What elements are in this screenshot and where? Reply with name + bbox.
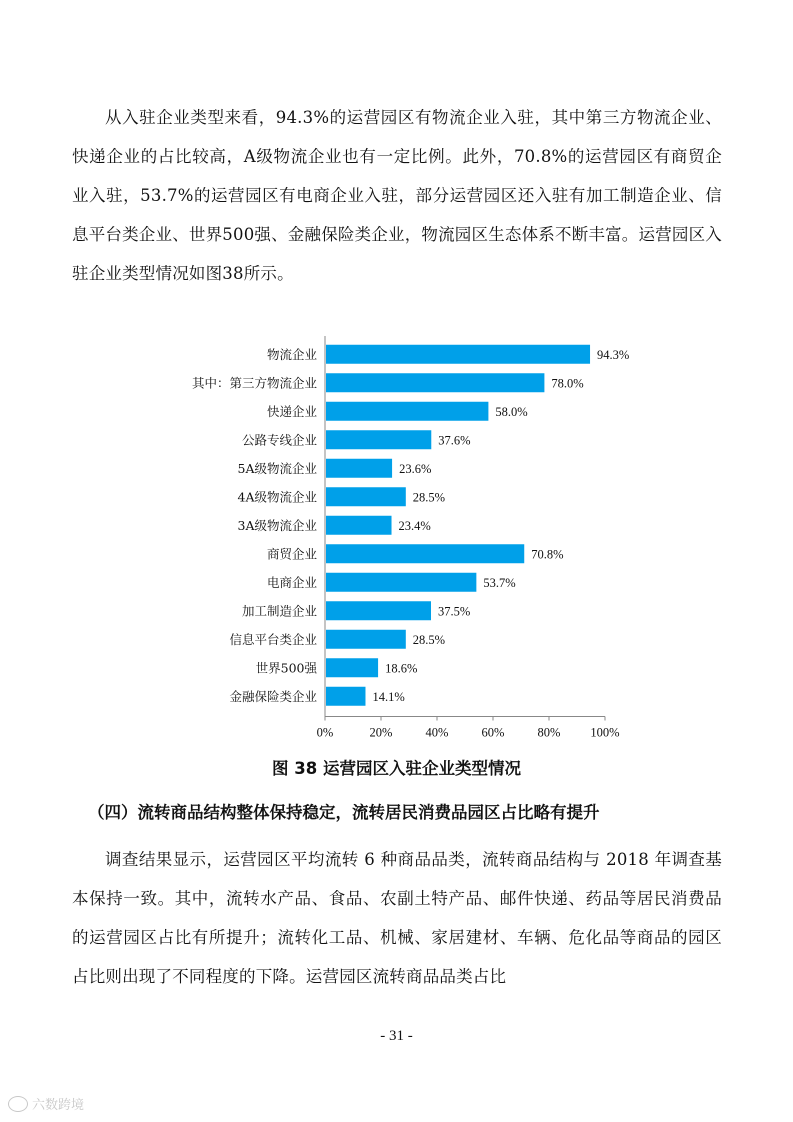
x-tick-label: 100%: [590, 725, 620, 740]
x-tick-label: 60%: [481, 725, 505, 740]
bar-12: [326, 687, 365, 706]
bar-0: [326, 345, 590, 364]
value-label: 58.0%: [495, 404, 528, 419]
bar-7: [326, 544, 524, 563]
category-label: 物流企业: [266, 346, 317, 362]
value-label: 23.6%: [399, 461, 432, 476]
value-label: 37.5%: [438, 604, 471, 619]
category-label: 快递企业: [266, 403, 317, 419]
category-label: 4A级物流企业: [237, 489, 317, 505]
value-label: 28.5%: [412, 632, 446, 647]
bar-2: [326, 402, 488, 421]
value-label: 18.6%: [385, 661, 418, 676]
watermark-text: 六数跨境: [32, 1098, 85, 1113]
bar-4: [326, 459, 392, 478]
category-label: 世界500强: [255, 660, 317, 676]
paragraph-enterprise-types: 从入驻企业类型来看，94.3%的运营园区有物流企业入驻，其中第三方物流企业、快递企业的占比较高，A级物流企业也有一定比例。此外，70.8%的运营园区有商贸企业入驻，53.7%的运营园区有电商企业入驻，部分运营园区还入驻有加工制造企业、信息平台类企业、世界500强、金融保险类企业，物流园区生态体系不断丰富。运营园区入驻企业类型情况如图38所示。: [72, 108, 722, 283]
bar-11: [326, 658, 378, 677]
value-label: 28.5%: [412, 490, 446, 505]
bar-3: [326, 430, 431, 449]
page-number: - 31 -: [380, 1028, 413, 1044]
category-label: 电商企业: [266, 574, 317, 590]
category-label: 3A级物流企业: [237, 517, 317, 533]
value-label: 14.1%: [372, 689, 405, 704]
value-label: 78.0%: [551, 376, 584, 391]
bar-chart: [0, 320, 793, 740]
watermark-logo-icon: [8, 1096, 28, 1112]
bar-9: [326, 601, 431, 620]
value-label: 23.4%: [398, 518, 431, 533]
x-tick-label: 20%: [369, 725, 393, 740]
category-label: 其中：第三方物流企业: [191, 375, 317, 391]
x-tick-label: 80%: [537, 725, 561, 740]
category-label: 商贸企业: [266, 546, 317, 562]
value-label: 37.6%: [438, 433, 471, 448]
x-tick-label: 40%: [425, 725, 449, 740]
value-label: 94.3%: [597, 347, 630, 362]
bar-8: [326, 573, 476, 592]
bar-1: [326, 373, 544, 392]
paragraph-survey-results: 调查结果显示，运营园区平均流转 6 种商品品类，流转商品结构与 2018 年调查基本保持一致。其中，流转水产品、食品、农副土特产品、邮件快递、药品等居民消费品的运营园区占比有所提升；流转化工品、机械、家居建材、车辆、危化品等商品的园区占比则出现了不同程度的下降。运营园区流转商品品类占比: [72, 850, 722, 986]
bar-6: [326, 516, 392, 535]
bar-10: [326, 630, 406, 649]
category-label: 金融保险类企业: [229, 688, 317, 704]
category-label: 信息平台类企业: [229, 631, 317, 647]
category-label: 加工制造企业: [241, 603, 317, 619]
x-tick-label: 0%: [316, 725, 334, 740]
category-label: 公路专线企业: [241, 432, 317, 448]
category-label: 5A级物流企业: [237, 460, 317, 476]
value-label: 53.7%: [483, 575, 516, 590]
watermark: [8, 1094, 84, 1113]
bar-5: [326, 487, 406, 506]
figure-caption: 图 38 运营园区入驻企业类型情况: [272, 759, 521, 778]
bar-chart-svg: [0, 320, 793, 740]
value-label: 70.8%: [531, 547, 564, 562]
section-heading: （四）流转商品结构整体保持稳定，流转居民消费品园区占比略有提升: [88, 803, 600, 822]
